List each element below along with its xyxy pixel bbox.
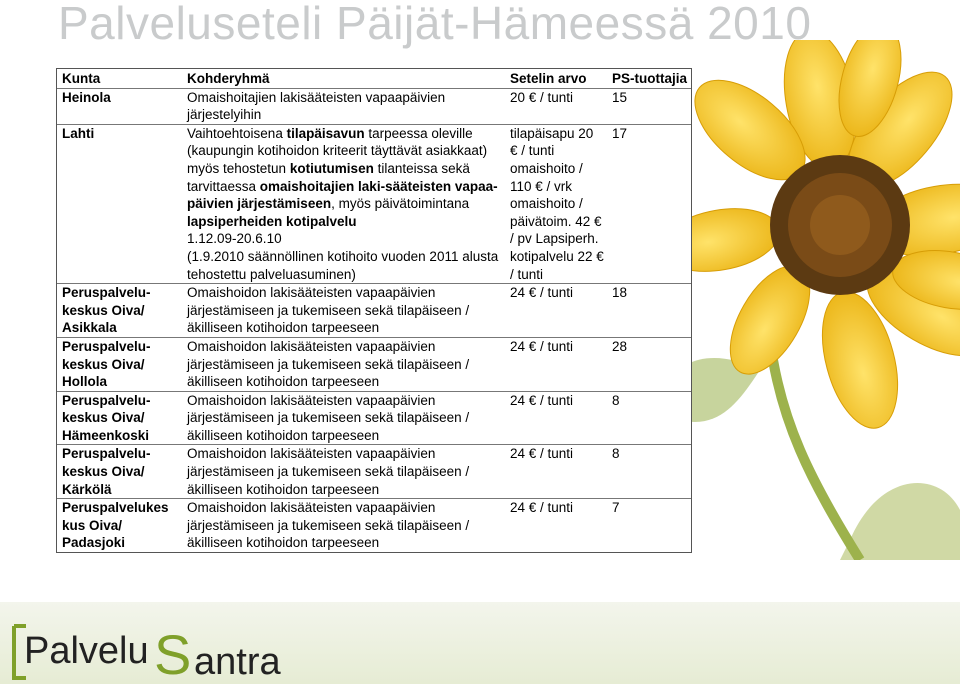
table-row — [57, 337, 691, 391]
text-part: , myös päivätoimintana — [331, 196, 470, 212]
cell-ps: 15 — [607, 88, 691, 124]
cell-arvo: 24 € / tunti — [505, 499, 607, 552]
cell-arvo: 24 € / tunti — [505, 337, 607, 391]
table-header-row — [57, 69, 691, 88]
table-row — [57, 445, 691, 499]
cell-kunta: Peruspalvelu-keskus Oiva/ Hollola — [57, 337, 182, 391]
cell-kunta: Heinola — [57, 88, 182, 124]
cell-ps: 8 — [607, 445, 691, 499]
cell-kunta: Peruspalvelu-keskus Oiva/ Hämeenkoski — [57, 391, 182, 445]
text-part: tarpeessa oleville (kaupungin kotihoidon kriteerit täyttävät asiakkaat) myös tehostetun — [187, 125, 488, 176]
cell-kohderyhma — [182, 124, 505, 283]
text-bold: lapsiperheiden kotipalvelu — [187, 213, 357, 229]
cell-kohderyhma: Omaishoidon lakisääteisten vapaapäivien järjestämiseen ja tukemiseen sekä tilapäiseen / äkilliseen kotihoidon tarpeeseen — [182, 499, 505, 552]
cell-arvo: 24 € / tunti — [505, 391, 607, 445]
table-row — [57, 88, 691, 124]
text-part: tilanteissa sekä tarvittaessa — [187, 160, 470, 194]
logo-text-antra: antra — [194, 641, 281, 682]
table-row — [57, 284, 691, 338]
header-kohderyhma: Kohderyhmä — [187, 71, 270, 86]
voucher-table — [56, 68, 692, 553]
table-row — [57, 391, 691, 445]
cell-kohderyhma: Omaishoidon lakisääteisten vapaapäivien järjestämiseen ja tukemiseen sekä tilapäiseen / äkilliseen kotihoidon tarpeeseen — [182, 337, 505, 391]
text-bold: tilapäisavun — [286, 125, 365, 141]
text-bold: kotiutumisen — [289, 160, 374, 176]
cell-ps: 18 — [607, 284, 691, 338]
text-bold: omaishoitajien laki-sääteisten vapaa-päivien järjestämiseen — [187, 178, 498, 212]
page-title: Palveluseteli Päijät-Hämeessä 2010 — [58, 0, 812, 49]
header-ps: PS-tuottajia — [612, 71, 688, 86]
logo-text-s: S — [154, 623, 192, 682]
palvelusantra-logo — [8, 622, 308, 682]
cell-arvo: tilapäisapu 20 € / tunti omaishoito / 110 € / vrk omaishoito / päivätoim. 42 € / pv Lapsiperh. kotipalvelu 22 € / tunti — [505, 124, 607, 283]
cell-ps: 28 — [607, 337, 691, 391]
table-row — [57, 499, 691, 552]
cell-arvo: 24 € / tunti — [505, 445, 607, 499]
logo-text-palvelu: Palvelu — [24, 630, 149, 672]
table-row — [57, 124, 691, 283]
text-part: (1.9.2010 säännöllinen kotihoito vuoden 2011 alusta tehostettu palveluasuminen) — [187, 248, 499, 282]
text-part: 1.12.09-20.6.10 — [187, 231, 282, 247]
cell-kohderyhma: Omaishoitajien lakisääteisten vapaapäivien järjestelyihin — [182, 88, 505, 124]
cell-kunta: Peruspalvelu-keskus Oiva/ Kärkölä — [57, 445, 182, 499]
cell-kunta: Peruspalvelukes kus Oiva/ Padasjoki — [57, 499, 182, 552]
cell-kunta: Lahti — [57, 124, 182, 283]
cell-ps: 7 — [607, 499, 691, 552]
cell-kohderyhma: Omaishoidon lakisääteisten vapaapäivien järjestämiseen ja tukemiseen sekä tilapäiseen / äkilliseen kotihoidon tarpeeseen — [182, 284, 505, 338]
text-part: Vaihtoehtoisena — [187, 125, 287, 141]
cell-ps: 17 — [607, 124, 691, 283]
cell-kunta: Peruspalvelu-keskus Oiva/ Asikkala — [57, 284, 182, 338]
cell-arvo: 20 € / tunti — [505, 88, 607, 124]
cell-kohderyhma: Omaishoidon lakisääteisten vapaapäivien järjestämiseen ja tukemiseen sekä tilapäiseen / äkilliseen kotihoidon tarpeeseen — [182, 445, 505, 499]
cell-arvo: 24 € / tunti — [505, 284, 607, 338]
header-arvo: Setelin arvo — [510, 71, 587, 86]
cell-kohderyhma: Omaishoidon lakisääteisten vapaapäivien järjestämiseen ja tukemiseen sekä tilapäiseen / äkilliseen kotihoidon tarpeeseen — [182, 391, 505, 445]
cell-ps: 8 — [607, 391, 691, 445]
header-kunta: Kunta — [62, 71, 101, 86]
